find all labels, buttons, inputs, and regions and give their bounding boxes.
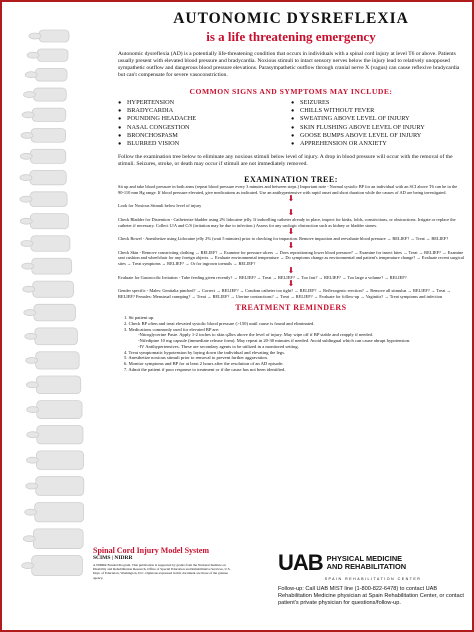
vertebra-process-shape bbox=[25, 509, 37, 515]
down-arrow-icon: ⬇ bbox=[287, 208, 295, 217]
sign-item: ● GOOSE BUMPS ABOVE LEVEL OF INJURY bbox=[291, 132, 464, 140]
vertebra-shape bbox=[37, 401, 82, 419]
uab-block bbox=[278, 550, 468, 606]
page-title: AUTONOMIC DYSREFLEXIA bbox=[173, 10, 409, 27]
treatment-item: 5. Anesthetize noxious stimuli prior to removal to prevent further aggravation. bbox=[124, 355, 268, 361]
main-content bbox=[118, 10, 464, 372]
vertebra-process-shape bbox=[22, 263, 34, 269]
vertebra-shape bbox=[33, 281, 74, 297]
sign-item: ● POUNDING HEADACHE bbox=[118, 115, 291, 123]
vertebra-process-shape bbox=[23, 536, 35, 542]
exam-step-5: Check Skin - Remove constricting clothing → RELIEF? → Examine for pressure ulcers → Does repositioning lower blood pressure? → Examine for insect bites → Treat → RELIEF? → Examine seat cushion and wheelchair for any foreign objects → Evaluate environmental temperature → Do symptoms change as environmental and patient's temperature change? → Evaluate recent surgical sites → Treat symptoms → RELIEF? → Or for ingrown toenails → RELIEF? bbox=[118, 249, 464, 266]
sign-item: ● CHILLS WITHOUT FEVER bbox=[291, 107, 464, 115]
vertebra-shape bbox=[33, 529, 83, 549]
vertebra-process-shape bbox=[21, 132, 33, 138]
exam-step-3: Check Bladder for Distention - Catheterize bladder using 2% lidocaine jelly. If indwelling catheter already in place, inspect for kinks, folds, constrictions, or obstructions. Irrigate or replace the catheter if necessary. Collect U/A and C/S (irritation may be due to infection.) Assess for any urologic obstruction such as kidney or bladder stones. bbox=[118, 217, 456, 228]
vertebra-shape bbox=[39, 30, 69, 42]
treatment-item: 2. Check BP often and treat elevated systolic blood pressure (>150) until cause is found and eliminated. bbox=[124, 321, 315, 327]
sign-item: ● SKIN FLUSHING ABOVE LEVEL OF INJURY bbox=[291, 124, 464, 132]
down-arrow-icon: ⬇ bbox=[287, 265, 295, 275]
vertebra-process-shape bbox=[20, 153, 32, 159]
intro-paragraph: Autonomic dysreflexia (AD) is a potentially life-threatening condition that occurs in individuals with a spinal cord injury at level T6 or above. Patients usually present with elevated blood pressure and bradycardia. Noxious stimuli to intact sensory nerves below the injury lead to relatively unopposed sympathetic outflow and dangerous blood pressure elevations. Parasympathetic outflow through cranial nerve X (vagus) can cause reflexive bradycardia but can't compensate for severe vasoconstriction. bbox=[118, 51, 460, 78]
uab-department-name bbox=[327, 555, 406, 572]
treatment-item: 7. Admit the patient if poor response to treatment or if the cause has not been identified. bbox=[124, 366, 286, 372]
treatment-item: 3. Medications commonly used for elevated BP are: bbox=[124, 326, 220, 332]
vertebra-process-shape bbox=[29, 33, 41, 39]
vertebra-process-shape bbox=[26, 382, 38, 388]
sign-item: ● BLURRED VISION bbox=[118, 140, 291, 148]
sign-item: ● BRONCHOSPASM bbox=[118, 132, 291, 140]
vertebra-shape bbox=[36, 352, 80, 369]
uab-center-name: SPAIN REHABILITATION CENTER bbox=[324, 577, 422, 581]
down-arrow-icon: ⬇ bbox=[287, 194, 295, 204]
vertebra-shape bbox=[31, 129, 66, 143]
treatment-item: -IV Antihypertensives. These are secondary agents to be utilized in a monitored setting. bbox=[138, 343, 299, 349]
vertebra-process-shape bbox=[21, 241, 33, 247]
uab-logo-mark: UAB bbox=[278, 550, 323, 575]
vertebra-shape bbox=[36, 376, 80, 394]
sci-logo-text: Spinal Cord Injury Model System bbox=[93, 546, 210, 555]
vertebra-process-shape bbox=[22, 563, 34, 569]
follow-up-note: Follow-up: Call UAB MIST line (1-800-822-6478) to contact UAB Rehabilitation Medicine physician at Spain Rehabilitation Center, or contact patient's private physician for questions/follow-up. bbox=[278, 586, 464, 606]
vertebra-shape bbox=[37, 49, 68, 61]
vertebra-process-shape bbox=[26, 457, 38, 463]
vertebra-shape bbox=[32, 258, 72, 274]
sign-item: ● HYPERTENSION bbox=[118, 99, 291, 107]
vertebra-process-shape bbox=[24, 92, 36, 98]
signs-heading: COMMON SIGNS AND SYMPTOMS MAY INCLUDE: bbox=[189, 87, 393, 96]
uab-logo bbox=[278, 550, 468, 576]
sign-item: ● BRADYCARDIA bbox=[118, 107, 291, 115]
vertebra-process-shape bbox=[26, 357, 38, 363]
sign-item: ● APPREHENSION OR ANXIETY bbox=[291, 140, 464, 148]
vertebra-process-shape bbox=[27, 52, 39, 58]
vertebra-shape bbox=[34, 88, 67, 101]
signs-right-column bbox=[291, 99, 464, 148]
vertebra-shape bbox=[30, 170, 66, 184]
exam-step-7: Gender specific - Males: Genitalia pinched? → Correct → RELIEF? → Condom catheter too tight? → RELIEF? → Reflexogenic erection? → Remove all stimulus → RELIEF? → Treat → RELIEF? Females: Menstrual cramping? → Treat → RELIEF? → Uterine contractions? → Treat → RELIEF? → Evaluate for follow-up → Vaginitis? → Treat symptoms and infection bbox=[118, 288, 451, 299]
vertebra-shape bbox=[31, 236, 70, 252]
sign-item: ● SEIZURES bbox=[291, 99, 464, 107]
vertebra-process-shape bbox=[20, 175, 32, 181]
vertebra-process-shape bbox=[26, 483, 38, 489]
vertebra-shape bbox=[36, 477, 84, 496]
vertebra-process-shape bbox=[25, 72, 37, 78]
sign-item: ● SWEATING ABOVE LEVEL OF INJURY bbox=[291, 115, 464, 123]
exam-tree-heading: EXAMINATION TREE: bbox=[244, 175, 338, 185]
treatment-item: -Nitroglycerine Paste. Apply 1-2 inches to skin q2hrs above the level of injury. May wipe off if BP stable and reapply if needed. bbox=[138, 332, 374, 338]
exam-step-6: Evaluate for Gastrocolic Irritation - Tube feeding given recently? → RELIEF? → Treat → RELIEF? → Too fast? → RELIEF? → Too large a volume? → RELIEF? bbox=[118, 274, 407, 280]
treatment-heading: TREATMENT REMINDERS bbox=[235, 303, 347, 313]
treatment-item: -Nifedipine 10 mg capsule (immediate release form). May repeat in 20-30 minutes if needed. Avoid sublingual which can cause abrupt hypotension. bbox=[138, 338, 411, 344]
vertebra-shape bbox=[30, 149, 65, 163]
sign-item: ● NASAL CONGESTION bbox=[118, 124, 291, 132]
signs-list bbox=[118, 99, 464, 148]
down-arrow-icon: ⬇ bbox=[287, 227, 295, 237]
vertebra-process-shape bbox=[20, 196, 32, 202]
sci-logo-subtext: SCIMS | NIDRR bbox=[93, 555, 133, 561]
treatment-list bbox=[124, 315, 464, 372]
vertebra-process-shape bbox=[20, 218, 32, 224]
follow-tree-note: Follow the examination tree below to eliminate any noxious stimuli below level of injury. A drop in blood pressure will occur with the removal of the stimuli. Seizures, stroke, or death may occur if stimuli are not immediately removed. bbox=[118, 154, 453, 168]
vertebra-shape bbox=[32, 556, 83, 576]
treatment-item: 4. Treat symptomatic hypotension by laying down the individual and elevating the legs. bbox=[124, 349, 286, 355]
vertebra-process-shape bbox=[23, 286, 35, 292]
vertebra-shape bbox=[37, 426, 83, 444]
treatment-item: 1. Sit patient up. bbox=[124, 315, 155, 321]
vertebra-process-shape bbox=[22, 112, 34, 118]
vertebra-process-shape bbox=[25, 333, 37, 339]
vertebra-shape bbox=[30, 192, 67, 207]
signs-left-column bbox=[118, 99, 291, 148]
vertebra-shape bbox=[35, 328, 78, 345]
exam-step-4: Check Bowel - Anesthetize using Lidocaine jelly 2% (wait 5 minutes) prior to checking for impaction. Remove impaction and reevaluate blood pressure → RELIEF? → Treat → RELIEF? bbox=[118, 236, 449, 242]
treatment-item: 6. Monitor symptoms and BP for at least 2 hours after the resolution of an AD episode. bbox=[124, 360, 284, 366]
vertebra-shape bbox=[30, 214, 68, 229]
vertebra-process-shape bbox=[27, 407, 39, 413]
down-arrow-icon: ⬇ bbox=[287, 279, 295, 289]
uab-name-line-1: PHYSICAL MEDICINE bbox=[326, 553, 403, 563]
exam-step-1: Sit up and take blood pressure in both arms (repeat blood pressure every 3 minutes and between steps.) Important note - Normal systolic BP for an individual with an SCI above T6 can be in the 90-110 mm Hg range. If blood pressure elevated, give medications as indicated. Use an antihypertensive with rapid onset and short duration while the causes of AD are being investigated. bbox=[118, 184, 458, 195]
vertebra-shape bbox=[35, 68, 67, 81]
vertebra-shape bbox=[35, 503, 84, 522]
sci-model-system-logo bbox=[93, 546, 233, 580]
vertebra-process-shape bbox=[24, 310, 36, 316]
down-arrow-icon: ⬇ bbox=[287, 240, 295, 250]
spine-illustration bbox=[6, 20, 92, 580]
grant-disclaimer: A NIDRR Funded Program. This publication is supported by grants from the National Institute on Disability and Rehabilitation Research, Office of Special Education and Rehabilitative Services, U.S. Dept. of Education, Washington, D.C. Opinions expressed in this document are those of the grantee agency. bbox=[93, 563, 231, 580]
vertebra-shape bbox=[34, 304, 76, 321]
page-subtitle: is a life threatening emergency bbox=[206, 29, 376, 44]
exam-step-2: Look for Noxious Stimuli below level of injury bbox=[118, 203, 202, 209]
uab-name-line-2: AND REHABILITATION bbox=[326, 562, 407, 571]
vertebra-shape bbox=[36, 451, 83, 470]
vertebra-process-shape bbox=[27, 432, 39, 438]
vertebra-shape bbox=[32, 108, 66, 121]
